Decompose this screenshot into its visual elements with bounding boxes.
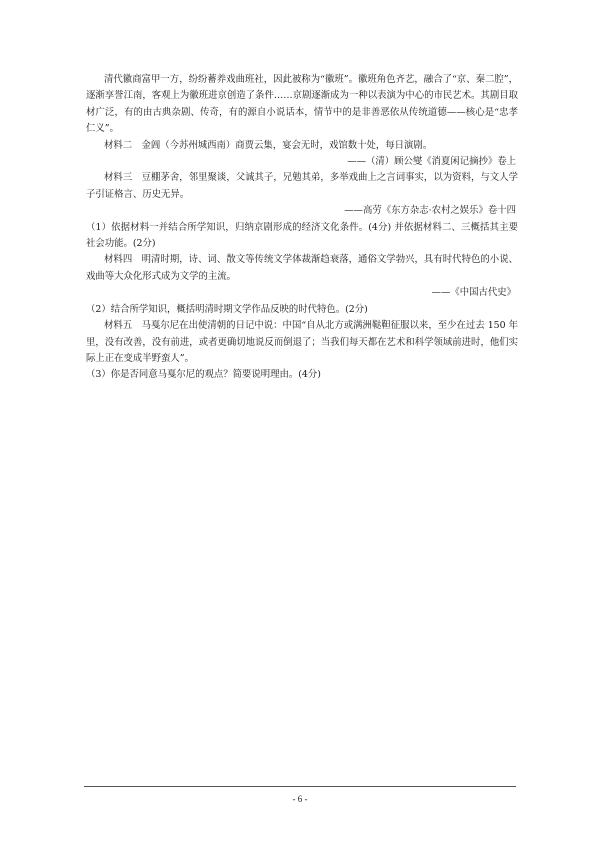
material-two-paragraph: 材料二 金阊（今苏州城西南）商贾云集，宴会无时，戏馆数十处，每日演剧。 [104, 139, 433, 151]
question-one: （1）依据材料一并结合所学知识，归纳京剧形成的经济文化条件。(4分) 并依据材料二、三概括其主要社会功能。(2分) [86, 221, 518, 250]
material-four-paragraph: 材料四 明清时期，诗、词、散文等传统文学体裁渐趋衰落，通俗文学勃兴，具有时代特色的小说、戏曲等大众化形式成为文学的主流。 [86, 254, 518, 282]
material-five-paragraph: 材料五 马戛尔尼在出使清朝的日记中说：中国“自从北方或满洲鞑靼征服以来，至少在过去 150 年里，没有改善，没有前进，或者更确切地说反而倒退了；当我们每天都在艺术和科学领域前进时，他们实际上正在变成半野蛮人”。 [86, 320, 518, 364]
page-content [86, 72, 518, 384]
question-two: （2）结合所学知识，概括明清时期文学作品反映的时代特色。(2分) [86, 303, 368, 315]
material-four-source: ——《中国古代史》 [431, 287, 516, 299]
material-three-paragraph: 材料三 豆棚茅舍，邻里聚谈，父诚其子，兄勉其弟，多举戏曲上之言词事实，以为资料，与文人学子引证格言、历史无异。 [86, 172, 518, 200]
material-three-source: ——高劳《东方杂志·农村之娱乐》卷十四 [344, 205, 516, 217]
footer-divider [84, 786, 516, 787]
question-three: （3）你是否同意马戛尔尼的观点？简要说明理由。(4分) [86, 369, 321, 381]
material-one-paragraph: 清代徽商富甲一方，纷纷蓄养戏曲班社，因此被称为“徽班”。徽班角色齐艺，融合了“京、秦二腔”，逐渐享誉江南，客观上为徽班进京创造了条件……京剧逐渐成为一种以表演为中心的市民艺术。其剧目取材广泛，有的由古典杂剧、传奇，有的源自小说话本，情节中的是非善恶依从传统道德——核心是“忠孝仁义”。 [86, 74, 518, 135]
page-number: - 6 - [292, 794, 308, 804]
material-two-source: ——（清）顾公燮《消夏闲记摘抄》卷上 [347, 156, 516, 168]
